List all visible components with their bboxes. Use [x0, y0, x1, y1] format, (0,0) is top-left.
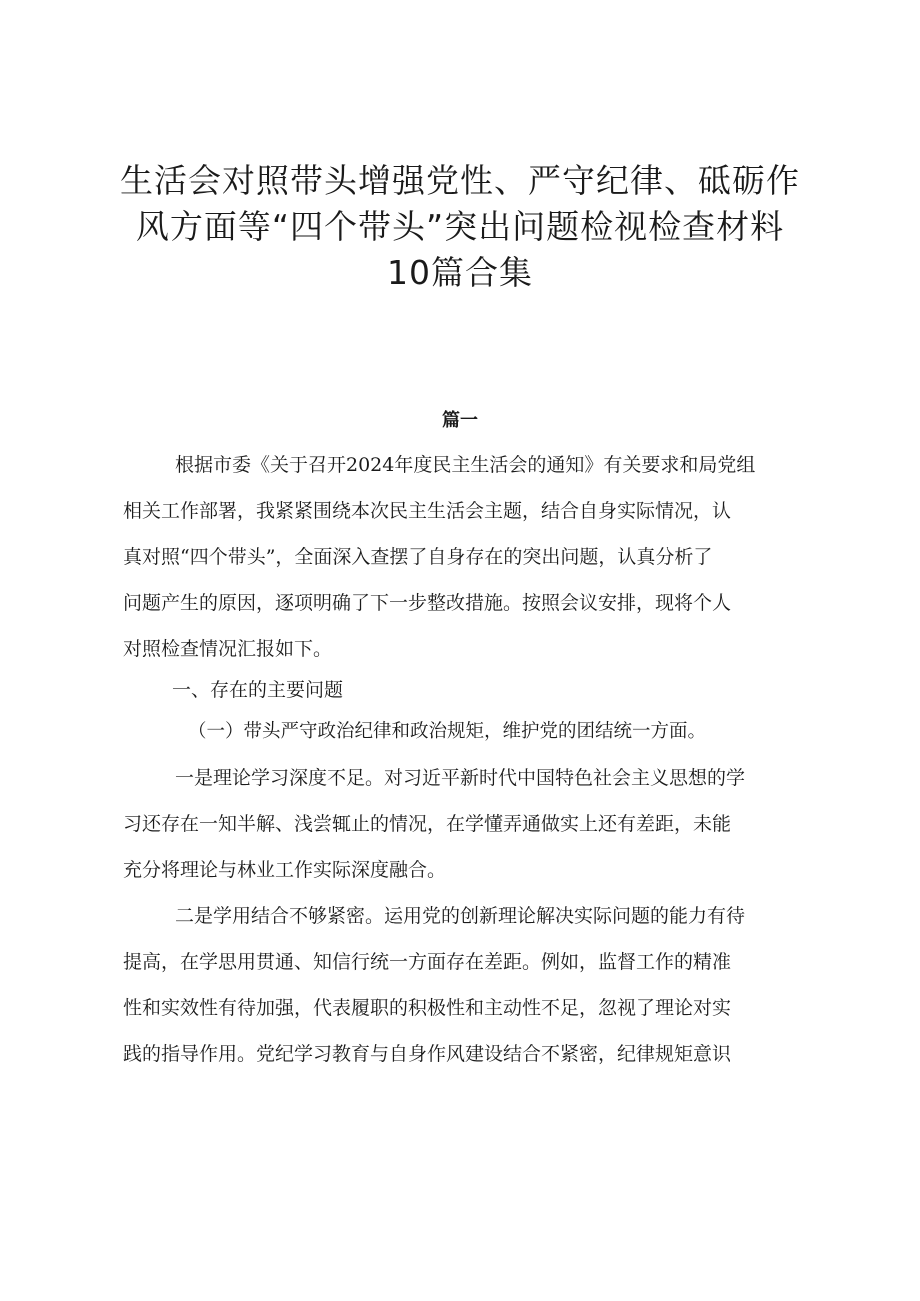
paragraph-line: 相关工作部署，我紧紧围绕本次民主生活会主题，结合自身实际情况，认: [123, 500, 732, 522]
point-2-paragraph: [123, 899, 813, 1071]
heading-main-problems: 一、存在的主要问题: [172, 679, 344, 701]
title-line: 生活会对照带头增强党性、严守纪律、砥砺作: [120, 161, 800, 200]
paragraph-line: 一是理论学习深度不足。对习近平新时代中国特色社会主义思想的学: [175, 767, 746, 789]
paragraph-line: 提高，在学思用贯通、知信行统一方面存在差距。例如，监督工作的精准: [123, 951, 732, 973]
intro-paragraph: [123, 448, 813, 666]
sub-heading-political-discipline: （一）带头严守政治纪律和政治规矩，维护党的团结统一方面。: [188, 721, 707, 742]
paragraph-line: 二是学用结合不够紧密。运用党的创新理论解决实际问题的能力有待: [175, 905, 746, 927]
title-line: 风方面等“四个带头”突出问题检视检查材料: [135, 207, 785, 246]
paragraph-line: 根据市委《关于召开2024年度民主生活会的通知》有关要求和局党组: [175, 454, 756, 476]
paragraph-line: 问题产生的原因，逐项明确了下一步整改措施。按照会议安排，现将个人: [123, 592, 732, 614]
paragraph-line: 充分将理论与林业工作实际深度融合。: [123, 859, 447, 881]
paragraph-line: 性和实效性有待加强，代表履职的积极性和主动性不足，忽视了理论对实: [123, 997, 732, 1019]
document-title: [110, 158, 810, 296]
point-1-paragraph: [123, 761, 813, 887]
paragraph-line: 习还存在一知半解、浅尝辄止的情况，在学懂弄通做实上还有差距，未能: [123, 813, 732, 835]
paragraph-line: 践的指导作用。党纪学习教育与自身作风建设结合不紧密，纪律规矩意识: [123, 1043, 732, 1065]
title-line: 10篇合集: [387, 253, 533, 292]
paragraph-line: 对照检查情况汇报如下。: [123, 638, 333, 660]
section-label: 篇一: [442, 410, 478, 431]
paragraph-line: 真对照“四个带头”，全面深入查摆了自身存在的突出问题，认真分析了: [123, 546, 713, 568]
